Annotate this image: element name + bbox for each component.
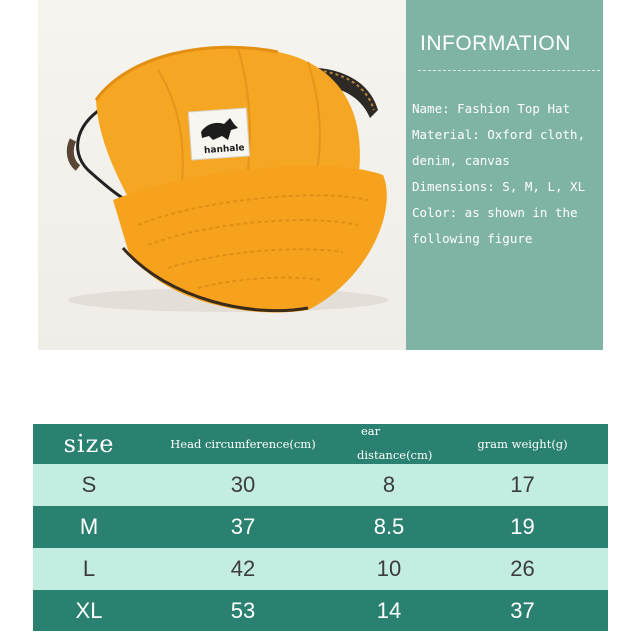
table-row xyxy=(33,548,608,590)
row-weight: 26 xyxy=(510,556,535,581)
information-title: INFORMATION xyxy=(420,32,571,55)
info-line-color-cont: following figure xyxy=(412,231,533,246)
header-ear-top: ear xyxy=(361,424,381,438)
information-panel xyxy=(406,0,603,350)
row-ear: 8.5 xyxy=(373,514,405,539)
row-head: 30 xyxy=(230,472,256,497)
header-gram-weight: gram weight(g) xyxy=(477,437,568,451)
table-row xyxy=(33,506,608,548)
info-line-name: Name: Fashion Top Hat xyxy=(412,101,571,116)
header-ear-bottom: distance(cm) xyxy=(357,448,433,462)
row-weight: 19 xyxy=(510,514,535,539)
table-row xyxy=(33,464,608,506)
header-head-circumference: Head circumference(cm) xyxy=(170,437,316,451)
row-weight: 37 xyxy=(510,597,535,623)
row-head: 37 xyxy=(230,514,256,539)
row-ear: 10 xyxy=(376,556,402,581)
information-text xyxy=(412,98,608,254)
brand-logo: hanhale xyxy=(203,143,245,157)
row-size: XL xyxy=(75,597,103,623)
table-header xyxy=(33,424,608,464)
size-table xyxy=(33,424,608,631)
row-head: 53 xyxy=(230,597,256,623)
table-row xyxy=(33,590,608,631)
info-line-dimensions: Dimensions: S, M, L, XL xyxy=(412,179,586,194)
title-divider xyxy=(418,70,600,71)
info-line-color: Color: as shown in the xyxy=(412,205,578,220)
dog-cap-illustration xyxy=(38,0,406,350)
product-photo xyxy=(38,0,406,350)
row-size: M xyxy=(79,514,99,539)
row-size: S xyxy=(81,472,97,497)
info-line-material: Material: Oxford cloth, xyxy=(412,127,586,142)
row-ear: 14 xyxy=(376,597,402,623)
row-weight: 17 xyxy=(510,472,535,497)
row-ear: 8 xyxy=(382,472,396,497)
row-size: L xyxy=(82,556,96,581)
info-line-material-cont: denim, canvas xyxy=(412,153,510,168)
row-head: 42 xyxy=(230,556,256,581)
header-size: size xyxy=(63,430,115,458)
